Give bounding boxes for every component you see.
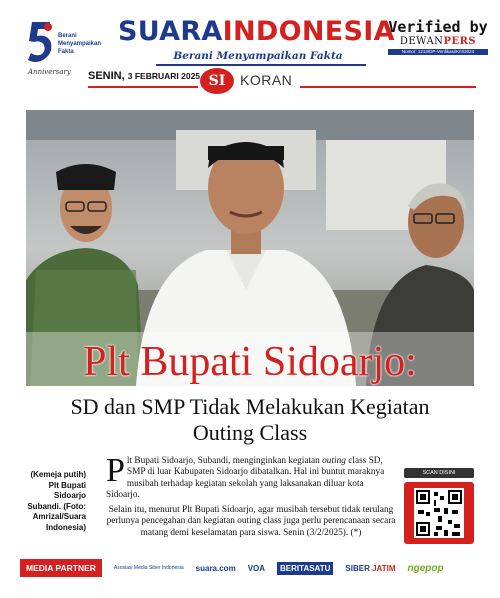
dewan-pers-logo [388, 36, 488, 47]
article-p1-italic: outing [322, 456, 346, 466]
newspaper-masthead [118, 16, 395, 47]
article-p1-before: lt Bupati Sidoarjo, Subandi, menginginkan kegiatan [126, 456, 323, 466]
masthead-header [0, 0, 500, 106]
anniversary-lines [58, 32, 101, 56]
dewan-pers-suffix: PERS [443, 36, 477, 47]
masthead-suara: SUARA [118, 16, 223, 47]
dateline [88, 70, 201, 82]
masthead-indonesia: INDONESIA [222, 16, 395, 47]
qr-code-frame[interactable] [404, 482, 474, 544]
tagline-rule [156, 64, 366, 66]
verified-title: Verified by [388, 18, 488, 36]
qr-code-icon [414, 488, 464, 538]
article-p1-after: class SD, SMP di luar Kabupaten Sidoarjo dibatalkan. Hal ini buntut maraknya musibah terhadap kegiatan sekolah yang laksanakan diluar kota Sidoarjo. [106, 456, 385, 500]
anniversary-line-3: Fakta [58, 49, 74, 55]
anniversary-line-2: Menyampaikan [58, 41, 102, 47]
partner-ngepop: ngepop [407, 562, 444, 574]
partner-beritasatu: BERITASATU [277, 562, 333, 575]
partner-suara: suara.com [195, 563, 236, 573]
tagline: Berani Menyampaikan Fakta [173, 50, 343, 62]
partner-jatim-text: JATIM [372, 563, 396, 573]
anniversary-line-1: Berani [58, 33, 77, 39]
partner-asmsi: Asosiasi Media Siber Indonesia [113, 565, 184, 571]
verification-number: Nomor: 1213/DP-Verifikasi/K/II/2024 [388, 49, 488, 55]
verified-badge [388, 18, 488, 55]
anniversary-script: Anniversary [28, 68, 71, 76]
partner-siber-text: SIBER [345, 563, 370, 573]
media-partner-label: MEDIA PARTNER [20, 559, 102, 577]
photo-caption: (Kemeja putih) Plt Bupati Sidoarjo Subandi. (Foto: Amrizal/Suara Indonesia) [27, 470, 86, 532]
scan-qr-block[interactable] [404, 468, 474, 544]
date-label: 3 FEBRUARI 2025 [127, 71, 201, 81]
edition-label: KORAN [240, 72, 293, 88]
si-logo-badge: SI [200, 68, 234, 94]
partner-siber-jatim [345, 564, 395, 573]
media-partner-bar [20, 557, 480, 579]
article-dropcap: P [106, 452, 125, 489]
anniversary-five-icon [26, 20, 54, 66]
dewan-pers-prefix: DEWAN [399, 36, 444, 47]
scan-label: SCAN DISINI [404, 468, 474, 478]
dateline-rule-left [88, 86, 198, 88]
headline-subtitle: SD dan SMP Tidak Melakukan Kegiatan Outing Class [70, 394, 430, 445]
dateline-rule-right [300, 86, 476, 88]
partner-voa: VOA [247, 563, 266, 573]
article-paragraph-2: Selain itu, menurut Plt Bupati Sidoarjo, agar musibah tersebut tidak terulang perlunya pencegahan dan kegiatan outing class juga perlu perencanaan secara matang demi keselamatan para siswa. Senin (3/2/2025). (*) [106, 505, 396, 538]
day-label: SENIN, [88, 70, 125, 82]
article-body [106, 452, 396, 543]
headline-title: Plt Bupati Sidoarjo: [83, 339, 417, 385]
article-paragraph-1 [106, 452, 396, 501]
